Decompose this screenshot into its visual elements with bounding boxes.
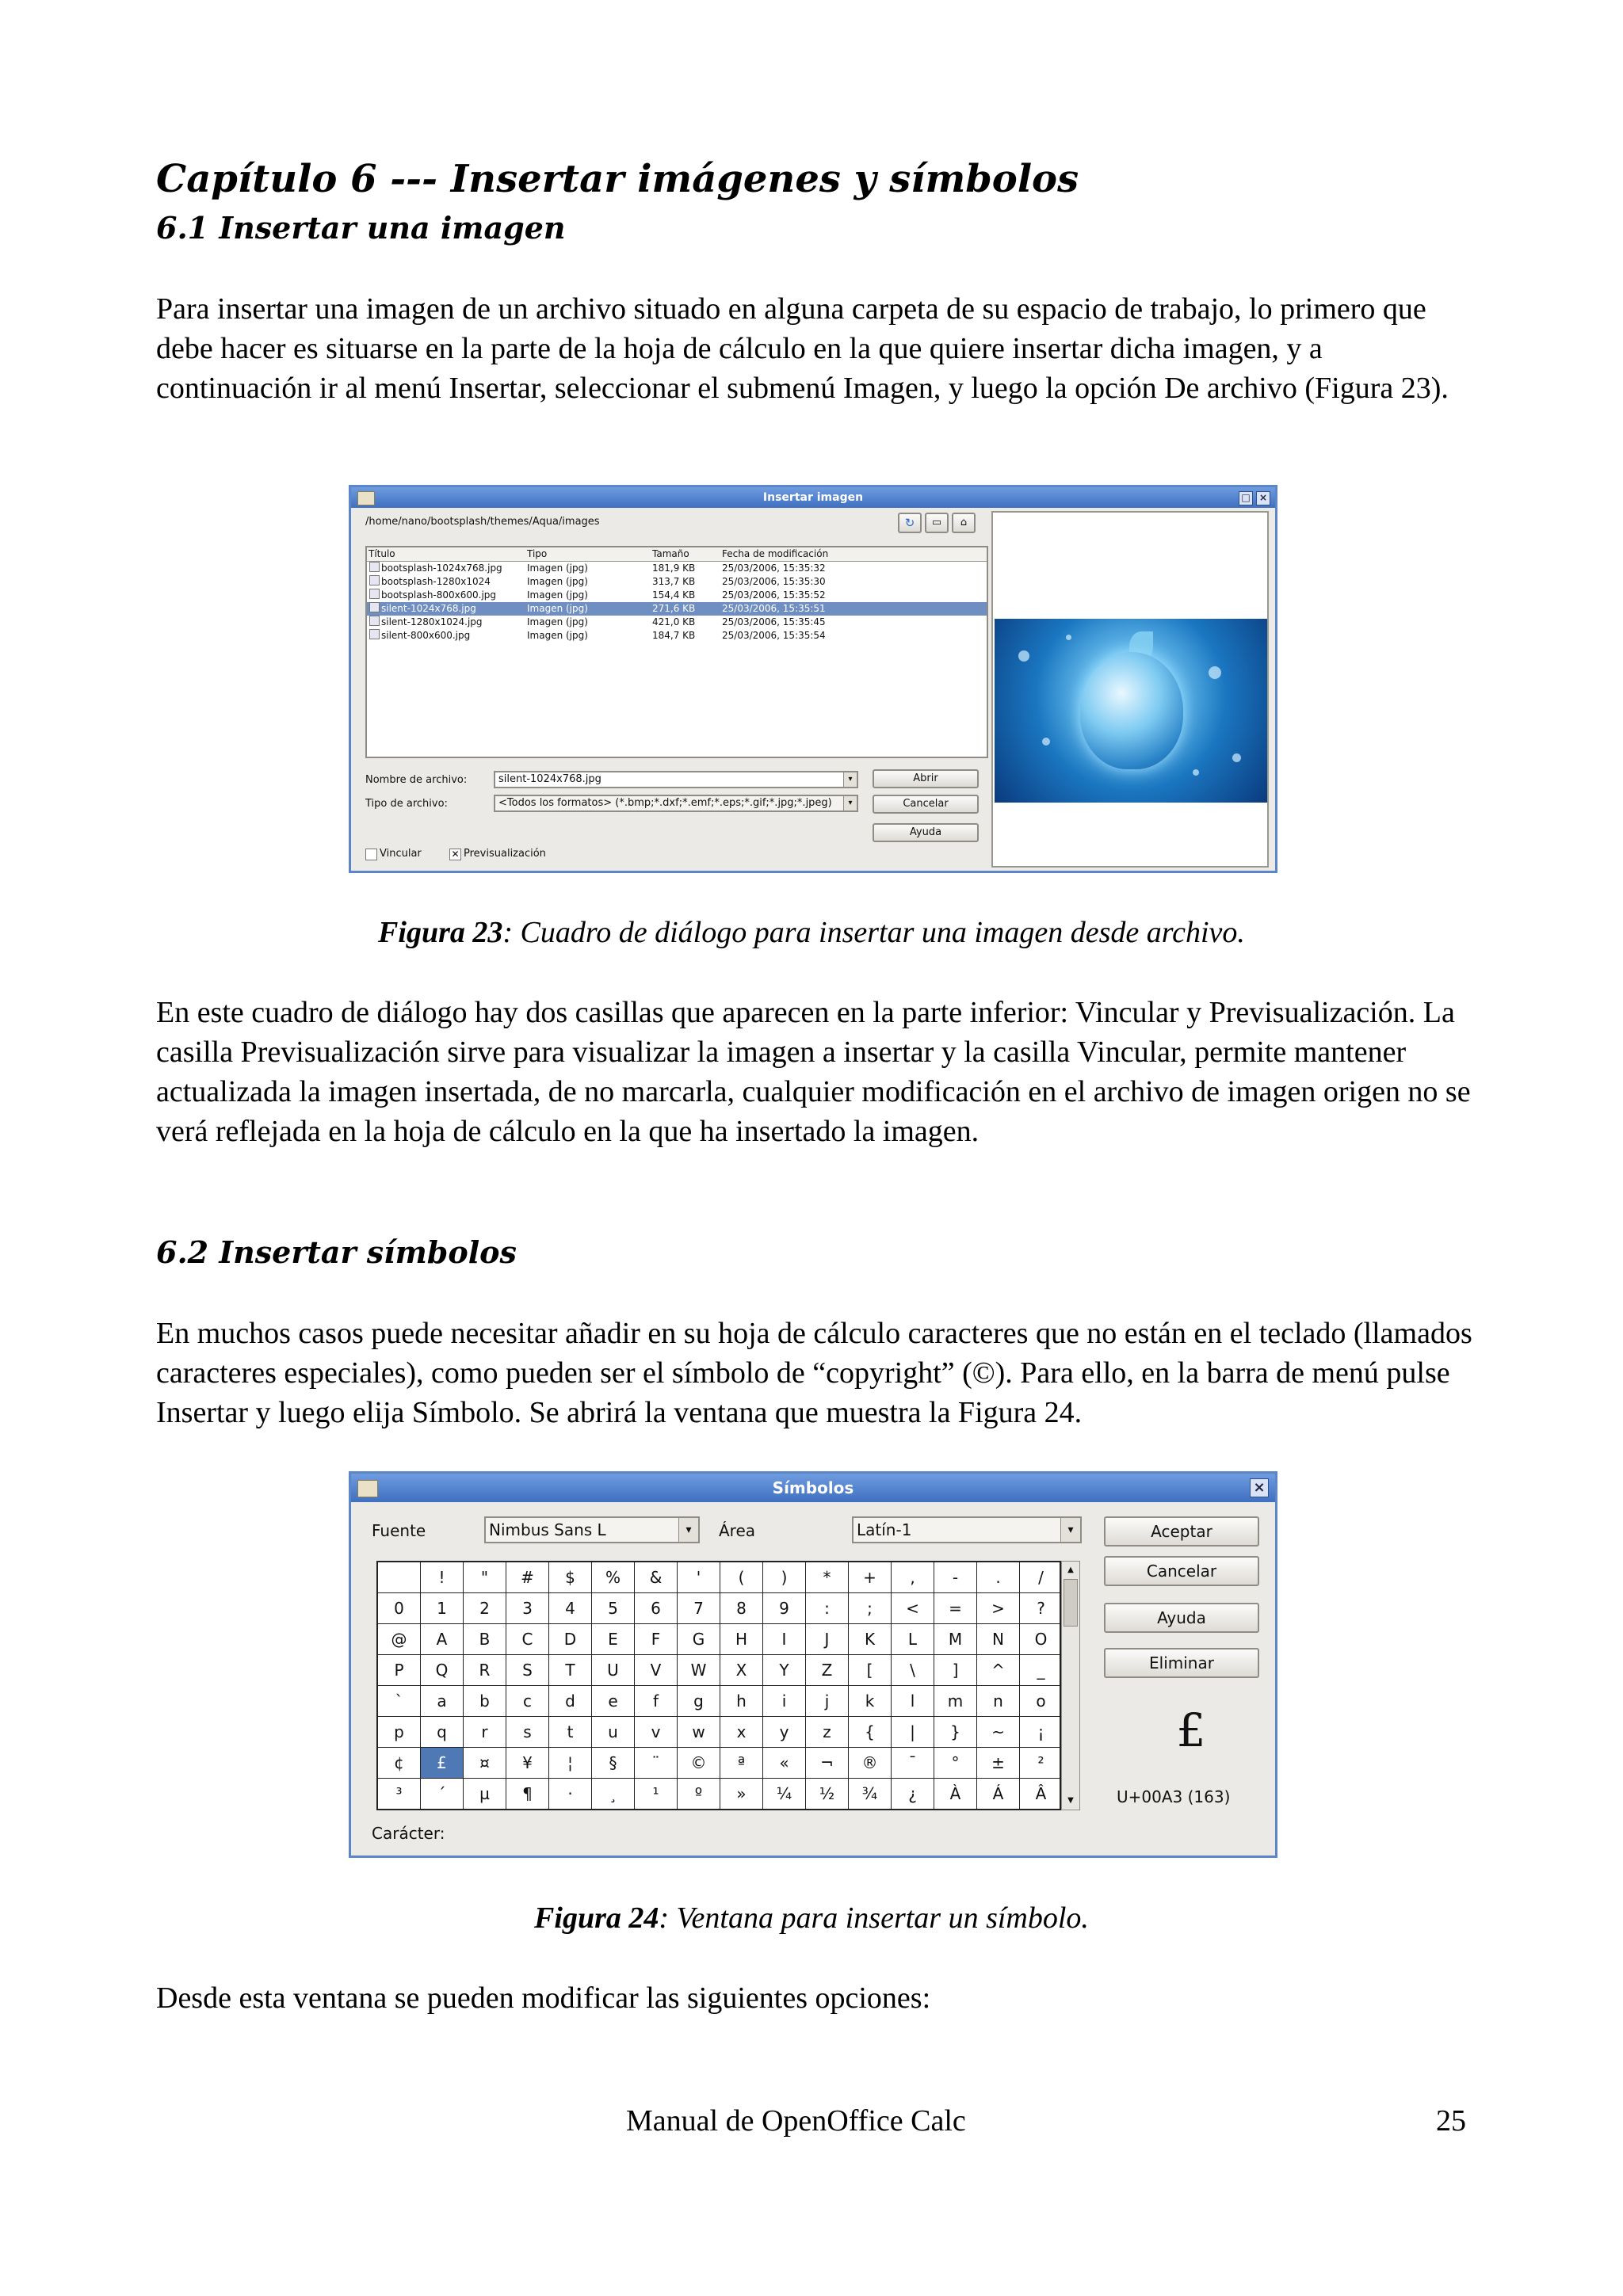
symbol-cell[interactable]: 6	[635, 1593, 678, 1624]
symbol-cell[interactable]: 8	[720, 1593, 763, 1624]
file-type: Imagen (jpg)	[527, 603, 588, 614]
chevron-down-icon[interactable]: ▾	[843, 772, 857, 787]
symbol-cell[interactable]: m	[934, 1686, 977, 1717]
symbol-cell[interactable]: F	[635, 1624, 678, 1655]
symbol-cell[interactable]: v	[635, 1717, 678, 1748]
symbol-cell[interactable]: §	[592, 1748, 635, 1779]
symbol-cell[interactable]: ´	[421, 1779, 464, 1810]
figure-24-caption	[0, 1898, 1623, 1938]
scroll-thumb[interactable]	[1064, 1579, 1078, 1627]
symbol-cell[interactable]: J	[806, 1624, 849, 1655]
symbol-cell[interactable]: 9	[763, 1593, 806, 1624]
symbol-cell[interactable]: &	[635, 1562, 678, 1593]
symbol-cell[interactable]: Á	[977, 1779, 1020, 1810]
symbol-cell[interactable]: A	[421, 1624, 464, 1655]
symbol-cell[interactable]: ¥	[506, 1748, 549, 1779]
preview-label: Previsualización	[464, 848, 546, 860]
symbol-cell[interactable]: µ	[464, 1779, 506, 1810]
close-icon[interactable]: ×	[1250, 1478, 1269, 1497]
paragraph-2: En este cuadro de diálogo hay dos casillas que aparecen en la parte inferior: Vincular y Previsualización. La casilla Previsualización sirve para visualizar la imagen a insertar y la casilla Vincular, permite mantener actualizada la imagen insertada, de no marcarla, cualquier modificación en el archivo de imagen origen no se verá reflejada en la hoja de cálculo en la que ha insertado la imagen.	[156, 996, 1471, 1148]
symbol-cell[interactable]: ¼	[763, 1779, 806, 1810]
paragraph-4: Desde esta ventana se pueden modificar las siguientes opciones:	[156, 1981, 931, 2015]
column-header-title[interactable]: Título	[369, 548, 395, 559]
symbol-cell[interactable]: U	[592, 1655, 635, 1686]
dialog-title: Símbolos	[772, 1478, 854, 1497]
font-label: Fuente	[372, 1521, 426, 1540]
symbol-cell[interactable]: C	[506, 1624, 549, 1655]
filename-input[interactable]	[494, 771, 858, 788]
file-row[interactable]	[367, 562, 987, 575]
file-size: 271,6 KB	[652, 603, 696, 614]
symbol-cell[interactable]: q	[421, 1717, 464, 1748]
paragraph-1: Para insertar una imagen de un archivo situado en alguna carpeta de su espacio de trabajo, lo primero que debe hacer es situarse en la parte de la hoja de cálculo en la que quiere insertar dicha imagen, y a continuación ir al menú Insertar, seleccionar el submenú Imagen, y luego la opción De archivo (Figura 23).	[156, 292, 1449, 405]
symbol-cell[interactable]: )	[763, 1562, 806, 1593]
chevron-down-icon[interactable]: ▾	[678, 1518, 698, 1542]
symbol-cell[interactable]: :	[806, 1593, 849, 1624]
chevron-down-icon[interactable]: ▾	[1060, 1518, 1080, 1542]
symbol-cell[interactable]: ¹	[635, 1779, 678, 1810]
symbols-dialog	[349, 1471, 1277, 1858]
symbol-cell[interactable]: 4	[549, 1593, 592, 1624]
symbol-cell[interactable]: ¬	[806, 1748, 849, 1779]
symbol-cell[interactable]: u	[592, 1717, 635, 1748]
file-date: 25/03/2006, 15:35:32	[722, 563, 826, 574]
symbol-cell[interactable]: g	[678, 1686, 720, 1717]
symbol-cell[interactable]: H	[720, 1624, 763, 1655]
symbol-cell[interactable]: £	[421, 1748, 464, 1779]
symbol-cell[interactable]: ¢	[378, 1748, 421, 1779]
symbol-cell[interactable]: Â	[1020, 1779, 1063, 1810]
file-type: Imagen (jpg)	[527, 576, 588, 587]
preview-checkbox[interactable]: ✕	[449, 849, 461, 860]
symbol-cell[interactable]: º	[678, 1779, 720, 1810]
symbol-cell[interactable]: b	[464, 1686, 506, 1717]
symbol-cell[interactable]: «	[763, 1748, 806, 1779]
symbol-cell[interactable]: ;	[849, 1593, 892, 1624]
symbol-cell[interactable]: k	[849, 1686, 892, 1717]
symbol-cell[interactable]: ¡	[1020, 1717, 1063, 1748]
file-type: Imagen (jpg)	[527, 616, 588, 627]
symbol-cell[interactable]: x	[720, 1717, 763, 1748]
symbol-cell[interactable]: `	[378, 1686, 421, 1717]
file-row[interactable]	[367, 629, 987, 643]
symbol-cell[interactable]: X	[720, 1655, 763, 1686]
column-header-date[interactable]: Fecha de modificación	[722, 548, 829, 559]
dialog-title: Insertar imagen	[762, 491, 864, 504]
symbol-cell[interactable]: z	[806, 1717, 849, 1748]
symbol-cell[interactable]: M	[934, 1624, 977, 1655]
image-file-icon	[369, 575, 380, 585]
symbol-cell[interactable]: d	[549, 1686, 592, 1717]
file-name: silent-1280x1024.jpg	[381, 616, 483, 627]
section-title-6-1: 6.1 Insertar una imagen	[156, 210, 566, 246]
maximize-icon[interactable]: □	[1239, 491, 1253, 505]
symbol-cell[interactable]: ,	[892, 1562, 934, 1593]
file-row[interactable]	[367, 602, 987, 616]
cancel-button[interactable]: Cancelar	[1104, 1556, 1259, 1586]
symbol-cell[interactable]: n	[977, 1686, 1020, 1717]
symbol-cell[interactable]: ±	[977, 1748, 1020, 1779]
file-list[interactable]	[365, 546, 988, 758]
current-path: /home/nano/bootsplash/themes/Aqua/images	[365, 516, 600, 528]
symbol-cell[interactable]: |	[892, 1717, 934, 1748]
symbol-cell[interactable]: ©	[678, 1748, 720, 1779]
file-type: Imagen (jpg)	[527, 630, 588, 641]
help-button[interactable]: Ayuda	[873, 823, 979, 842]
file-name: bootsplash-1024x768.jpg	[381, 563, 502, 574]
symbol-cell[interactable]: D	[549, 1624, 592, 1655]
column-header-size[interactable]: Tamaño	[652, 548, 689, 559]
help-button[interactable]: Ayuda	[1104, 1603, 1259, 1633]
symbol-cell[interactable]: h	[720, 1686, 763, 1717]
file-size: 184,7 KB	[652, 630, 696, 641]
character-label: Carácter:	[372, 1824, 445, 1843]
symbol-cell[interactable]: o	[1020, 1686, 1063, 1717]
page-number: 25	[1436, 2104, 1466, 2138]
symbol-cell[interactable]: [	[849, 1655, 892, 1686]
area-label: Área	[719, 1521, 756, 1540]
symbol-cell[interactable]: ~	[977, 1717, 1020, 1748]
symbol-cell[interactable]: O	[1020, 1624, 1063, 1655]
window-icon	[357, 491, 375, 505]
font-value: Nimbus Sans L	[489, 1520, 606, 1539]
file-name: silent-1024x768.jpg	[381, 603, 476, 614]
home-folder-icon[interactable]: ⌂	[952, 513, 976, 533]
symbol-cell[interactable]: #	[506, 1562, 549, 1593]
filetype-select[interactable]	[494, 795, 858, 812]
footer-title: Manual de OpenOffice Calc	[626, 2104, 966, 2138]
symbol-cell[interactable]: 7	[678, 1593, 720, 1624]
file-row[interactable]	[367, 616, 987, 629]
symbol-cell[interactable]: 1	[421, 1593, 464, 1624]
image-file-icon	[369, 602, 380, 612]
close-icon[interactable]: ×	[1256, 491, 1270, 505]
font-select[interactable]	[484, 1516, 700, 1543]
symbol-cell[interactable]: ¤	[464, 1748, 506, 1779]
file-list-header	[367, 547, 987, 562]
symbol-cell[interactable]: 0	[378, 1593, 421, 1624]
symbol-cell[interactable]: Q	[421, 1655, 464, 1686]
symbol-cell[interactable]: ¸	[592, 1779, 635, 1810]
file-date: 25/03/2006, 15:35:45	[722, 616, 826, 627]
refresh-icon[interactable]: ↻	[898, 513, 922, 533]
symbol-cell[interactable]: ®	[849, 1748, 892, 1779]
symbol-cell[interactable]: P	[378, 1655, 421, 1686]
file-date: 25/03/2006, 15:35:51	[722, 603, 826, 614]
image-file-icon	[369, 629, 380, 639]
open-button[interactable]: Abrir	[873, 769, 979, 788]
filetype-label: Tipo de archivo:	[365, 798, 448, 810]
symbol-cell[interactable]: >	[977, 1593, 1020, 1624]
paragraph-3: En muchos casos puede necesitar añadir en su hoja de cálculo caracteres que no están en el teclado (llamados caracteres especiales), como pueden ser el símbolo de “copyright” (©). Para ello, en la barra de menú pulse Insertar y luego elija Símbolo. Se abrirá la ventana que muestra la Figura 24.	[156, 1317, 1472, 1429]
symbol-cell[interactable]: f	[635, 1686, 678, 1717]
symbol-cell[interactable]: ¦	[549, 1748, 592, 1779]
figure-24-label: Figura 24	[534, 1901, 659, 1935]
symbol-cell[interactable]: (	[720, 1562, 763, 1593]
symbol-cell[interactable]: B	[464, 1624, 506, 1655]
scroll-up-icon[interactable]: ▲	[1067, 1566, 1074, 1574]
chevron-down-icon[interactable]: ▾	[843, 796, 857, 810]
symbol-cell[interactable]: 5	[592, 1593, 635, 1624]
window-icon	[357, 1480, 378, 1497]
symbol-cell[interactable]: *	[806, 1562, 849, 1593]
chapter-title: Capítulo 6 --- Insertar imágenes y símbolos	[156, 157, 1079, 201]
filetype-value: <Todos los formatos> (*.bmp;*.dxf;*.emf;*.eps;*.gif;*.jpg;*.jpeg)	[498, 797, 832, 809]
file-date: 25/03/2006, 15:35:52	[722, 589, 826, 601]
scroll-down-icon[interactable]: ▼	[1067, 1796, 1074, 1805]
symbol-cell[interactable]: j	[806, 1686, 849, 1717]
symbol-cell[interactable]: ¯	[892, 1748, 934, 1779]
file-row[interactable]	[367, 575, 987, 589]
image-preview-pane	[991, 511, 1269, 868]
file-name: bootsplash-1280x1024	[381, 576, 491, 587]
symbol-cell[interactable]: .	[977, 1562, 1020, 1593]
image-file-icon	[369, 616, 380, 626]
dialog-titlebar	[351, 487, 1275, 508]
preview-image	[995, 619, 1267, 803]
unicode-label: U+00A3 (163)	[1117, 1787, 1231, 1806]
symbol-cell[interactable]: R	[464, 1655, 506, 1686]
symbol-cell[interactable]: +	[849, 1562, 892, 1593]
cancel-button[interactable]: Cancelar	[873, 795, 979, 814]
symbol-cell[interactable]: 3	[506, 1593, 549, 1624]
symbol-cell[interactable]: r	[464, 1717, 506, 1748]
symbol-cell[interactable]: ¶	[506, 1779, 549, 1810]
symbol-cell[interactable]: °	[934, 1748, 977, 1779]
symbol-cell[interactable]	[378, 1562, 421, 1593]
figure-24-text: : Ventana para insertar un símbolo.	[659, 1901, 1089, 1935]
symbol-cell[interactable]: c	[506, 1686, 549, 1717]
image-file-icon	[369, 589, 380, 599]
area-select[interactable]	[852, 1516, 1082, 1543]
symbol-cell[interactable]: !	[421, 1562, 464, 1593]
symbol-cell[interactable]: »	[720, 1779, 763, 1810]
symbol-cell[interactable]: t	[549, 1717, 592, 1748]
symbol-cell[interactable]: =	[934, 1593, 977, 1624]
symbol-cell[interactable]: w	[678, 1717, 720, 1748]
symbol-cell[interactable]: '	[678, 1562, 720, 1593]
symbol-grid[interactable]	[376, 1561, 1061, 1810]
figure-23-label: Figura 23	[378, 916, 503, 949]
file-date: 25/03/2006, 15:35:30	[722, 576, 826, 587]
symbol-cell[interactable]: E	[592, 1624, 635, 1655]
symbol-cell[interactable]: -	[934, 1562, 977, 1593]
symbol-cell[interactable]: ?	[1020, 1593, 1063, 1624]
filename-value: silent-1024x768.jpg	[498, 773, 601, 785]
symbol-cell[interactable]: À	[934, 1779, 977, 1810]
file-size: 421,0 KB	[652, 616, 696, 627]
symbol-cell[interactable]: p	[378, 1717, 421, 1748]
symbol-cell[interactable]: V	[635, 1655, 678, 1686]
section-title-6-2: 6.2 Insertar símbolos	[156, 1234, 517, 1270]
symbol-cell[interactable]: I	[763, 1624, 806, 1655]
insert-image-dialog	[349, 485, 1277, 873]
file-date: 25/03/2006, 15:35:54	[722, 630, 826, 641]
symbol-cell[interactable]: }	[934, 1717, 977, 1748]
delete-button[interactable]: Eliminar	[1104, 1648, 1259, 1678]
symbol-cell[interactable]: W	[678, 1655, 720, 1686]
area-value: Latín-1	[857, 1520, 912, 1539]
symbol-cell[interactable]: Y	[763, 1655, 806, 1686]
symbol-cell[interactable]: a	[421, 1686, 464, 1717]
symbol-cell[interactable]: G	[678, 1624, 720, 1655]
symbol-grid-scrollbar[interactable]	[1061, 1561, 1080, 1810]
symbol-cell[interactable]: l	[892, 1686, 934, 1717]
link-checkbox[interactable]	[365, 849, 377, 860]
symbol-cell[interactable]: ³	[378, 1779, 421, 1810]
symbol-cell[interactable]: ·	[549, 1779, 592, 1810]
figure-23-caption	[0, 913, 1623, 952]
symbol-cell[interactable]: ½	[806, 1779, 849, 1810]
file-type: Imagen (jpg)	[527, 563, 588, 574]
symbol-cell[interactable]: {	[849, 1717, 892, 1748]
symbol-cell[interactable]: y	[763, 1717, 806, 1748]
symbol-cell[interactable]: $	[549, 1562, 592, 1593]
file-size: 154,4 KB	[652, 589, 696, 601]
symbol-cell[interactable]: i	[763, 1686, 806, 1717]
file-row[interactable]	[367, 589, 987, 602]
symbol-cell[interactable]: \	[892, 1655, 934, 1686]
symbol-cell[interactable]: T	[549, 1655, 592, 1686]
symbol-cell[interactable]: ¨	[635, 1748, 678, 1779]
figure-23-text: : Cuadro de diálogo para insertar una imagen desde archivo.	[502, 916, 1245, 949]
symbol-cell[interactable]: K	[849, 1624, 892, 1655]
file-name: bootsplash-800x600.jpg	[381, 589, 497, 601]
new-folder-icon[interactable]: ▭	[925, 513, 949, 533]
column-header-type[interactable]: Tipo	[527, 548, 548, 559]
image-file-icon	[369, 562, 380, 572]
symbol-cell[interactable]: S	[506, 1655, 549, 1686]
symbol-cell[interactable]: /	[1020, 1562, 1063, 1593]
symbol-cell[interactable]: _	[1020, 1655, 1063, 1686]
symbol-cell[interactable]: ]	[934, 1655, 977, 1686]
symbol-cell[interactable]: %	[592, 1562, 635, 1593]
symbol-cell[interactable]: "	[464, 1562, 506, 1593]
symbol-cell[interactable]: 2	[464, 1593, 506, 1624]
symbol-cell[interactable]: ²	[1020, 1748, 1063, 1779]
symbol-cell[interactable]: Z	[806, 1655, 849, 1686]
link-label: Vincular	[380, 848, 422, 860]
filename-label: Nombre de archivo:	[365, 774, 468, 786]
symbol-cell[interactable]: s	[506, 1717, 549, 1748]
symbol-cell[interactable]: <	[892, 1593, 934, 1624]
symbol-cell[interactable]: N	[977, 1624, 1020, 1655]
symbol-cell[interactable]: @	[378, 1624, 421, 1655]
accept-button[interactable]: Aceptar	[1104, 1516, 1259, 1547]
file-name: silent-800x600.jpg	[381, 630, 471, 641]
symbol-cell[interactable]: ¾	[849, 1779, 892, 1810]
symbol-cell[interactable]: L	[892, 1624, 934, 1655]
dialog-titlebar	[351, 1474, 1275, 1502]
symbol-cell[interactable]: ¿	[892, 1779, 934, 1810]
file-size: 313,7 KB	[652, 576, 696, 587]
selected-character-preview: £	[1176, 1703, 1206, 1757]
symbol-cell[interactable]: ª	[720, 1748, 763, 1779]
file-type: Imagen (jpg)	[527, 589, 588, 601]
symbol-cell[interactable]: e	[592, 1686, 635, 1717]
file-size: 181,9 KB	[652, 563, 696, 574]
symbol-cell[interactable]: ^	[977, 1655, 1020, 1686]
